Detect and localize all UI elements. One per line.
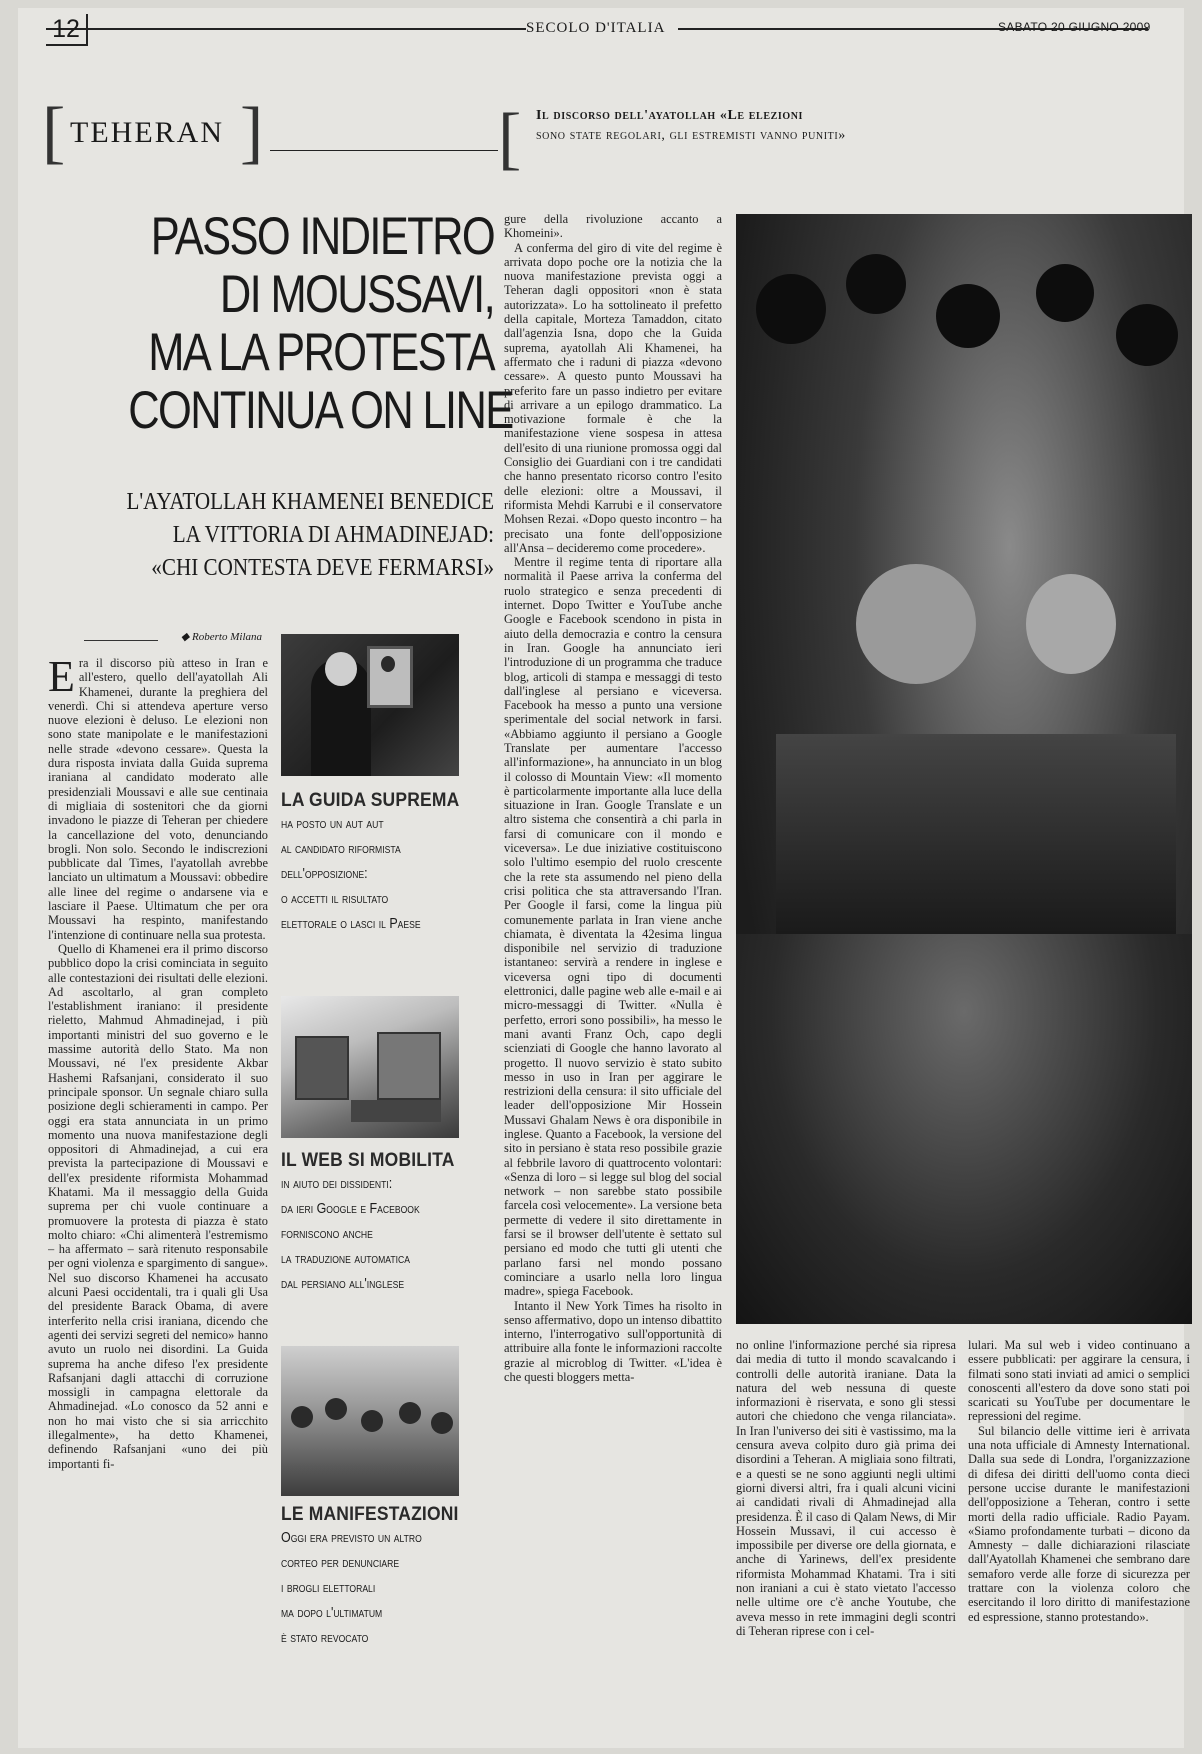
photo-demonstrators	[281, 1346, 459, 1496]
caption-1-line-1: ha posto un aut aut	[281, 816, 384, 832]
photo-moussavi-crowd	[736, 214, 1192, 1324]
headline-line-4: CONTINUA ON LINE	[128, 381, 513, 440]
article-column-3	[736, 1338, 956, 1746]
caption-3-title: LE MANIFESTAZIONI	[281, 1504, 459, 1525]
kicker-line-2: sono state regolari, gli estremisti vanno puniti»	[536, 128, 846, 143]
newspaper-page	[18, 8, 1190, 1748]
column-3-paragraph-1: no online l'informazione perché sia ripresa dai media di tutto il mondo scavalcando i controlli delle autorità iraniane. Data la natura del web nessuna di queste informazioni è riservata, e sono gli stessi autori che chiedono che venga rilanciata». In Iran l'universo dei siti è vastissimo, ma la censura aveva colpito duro già prima dei disordini a Teheran. A migliaia sono filtrati, e a questi se ne sono aggiunti negli ultimi giorni diversi altri, fra i quali alcuni vicini ai candidati rivali di Ahmadinejad alla presidenza. È il caso di Qalam News, di Mir Hossein Mussavi, il cui accesso è impossibile per diverse ore della giornata, e anche di Yarinews, dell'ex presidente riformista Mohammad Khatami. Tra i siti non iraniani a cui è stato vietato l'accesso nelle ultime ore c'è anche Youtube, che aveva messo in rete immagini degli scontri di Teheran riprese con i cel-	[736, 1338, 956, 1638]
photo-khamenei	[281, 634, 459, 776]
caption-2-title: IL WEB SI MOBILITA	[281, 1150, 455, 1171]
caption-3-line-5: è stato revocato	[281, 1630, 369, 1646]
caption-manifestazioni	[281, 1504, 481, 1651]
headline-line-3: MA LA PROTESTA	[148, 323, 494, 382]
column-4-paragraph-2: Sul bilancio delle vittime ieri è arrivata una nota ufficiale di Amnesty International. Dalla sua sede di Londra, l'organizzazione di difesa dei diritti dell'uomo conta dieci persone uccise durante le manifestazioni dell'opposizione a Teheran, contro i sette morti della radio ufficiale. Radio Payam. «Siamo profondamente turbati – dicono da Amnesty – dalle dichiarazioni rilasciate dall'Ayatollah Khamenei che sembrano dare semaforo verde alle forze di sicurezza per trattare con la violenza coloro che esercitando il loro diritto di manifestazione ed espressione, stanno protestando».	[968, 1423, 1190, 1624]
caption-2-line-2: da ieri Google e Facebook	[281, 1201, 420, 1217]
caption-3-line-4: ma dopo l'ultimatum	[281, 1605, 383, 1621]
byline-author: Roberto Milana	[192, 631, 262, 643]
kicker	[536, 106, 846, 146]
caption-1-title: LA GUIDA SUPREMA	[281, 790, 460, 811]
article-column-4	[968, 1338, 1190, 1746]
column-4-paragraph-1: lulari. Ma sul web i video continuano a essere pubblicati: per aggirare la censura, i filmati sono stati inviati ad amici o semplici conoscenti all'estero da dove sono stati poi scaricati su YouTube per documentare le repressioni del regime.	[968, 1338, 1190, 1424]
article-column-1	[48, 656, 268, 1746]
photo-computer-users	[281, 996, 459, 1138]
subheadline	[102, 486, 494, 585]
section-tag: TEHERAN	[70, 116, 224, 149]
dropcap: E	[48, 656, 75, 701]
column-2-paragraph-3: Mentre il regime tenta di riportare alla normalità il Paese arriva la conferma del ruolo strategico e senza precedenti di internet. Dopo Twitter e YouTube anche Google e Facebook scendono in pista in aiuto della democrazia e contro la censura in Iran. Google ha annunciato ieri l'introduzione di un programma che traduce blog, articoli di stampa e messaggi di testo dall'inglese al persiano e viceversa. Facebook ha messo a punto una versione sperimentale del social network in farsi. «Abbiamo aggiunto il persiano a Google Translate per aumentare l'accesso all'informazione», ha annunciato in un blog il colosso di Mountain View: «Il momento è particolarmente importante alla luce della situazione in Iran. Google Translate e un altro sistema che consentirà a chi parla in farsi di comunicare con il mondo e viceversa». Le due iniziative costituiscono solo l'ultimo esempio del ruolo crescente che la rete sta assumendo nel pieno della crisi politica che sta attraversando l'Iran. Per Google il farsi, come la lingua più comunemente parlata in Iran viene anche chiamata, è diventata la 42esima lingua disponibile nel servizio di traduzione istantaneo: servirà a rendere in inglese e viceversa ogni tipo di documenti elettronici, dalle pagine web alle e-mail e ai micro-messaggi di Twitter. «Nulla è perfetto, errori sono possibili», ha messo le mani avanti Franz Och, capo degli scienziati di Google che hanno lavorato al progetto. Il nuovo servizio è stato subito messo in uso in Iran per aggirare le restrizioni della censura: il sito ufficiale del leader dell'opposizione Mir Hossein Mussavi Ghalam News è ora disponibile in inglese. Quanto a Facebook, la versione del sito in persiano è stata reso possibile grazie al febbrile lavoro di quattrocento volontari: «Senza di loro – si legge sul blog del social network – non sarebbe stato possibile farcela così velocemente». La versione beta permette di vedere il sito direttamente in farsi se il browser dell'utente è settato sul persiano ed modo che tutti gli utenti che parlano farsi nel mondo possano cominciare a usarlo nella loro lingua madre», spiega Facebook.	[504, 555, 722, 1299]
section-bracket-close: ]	[240, 94, 264, 171]
caption-1-line-5: elettorale o lasci il Paese	[281, 916, 421, 932]
headline-line-1: PASSO INDIETRO	[150, 207, 494, 266]
column-1-paragraph-1: ra il discorso più atteso in Iran e all'estero, quello dell'ayatollah Ali Khamenei, durante la preghiera del venerdì. Chi si attendeva aperture verso nuove elezioni è deluso. Le elezioni non sono state manipolate e le manifestazioni nelle strade «devono cessare». Questa la dura risposta inviata dalla Guida suprema iraniana al candidato moderato alle presidenziali Moussavi e alle sue centinaia di migliaia di sostenitori che da giorni invadono le piazze di Teheran per chiedere la cancellazione del voto, denunciando brogli. Non solo. Secondo le indiscrezioni pubblicate dal Times, l'ayatollah avrebbe lanciato un ultimatum a Moussavi: obbedire alle linee del regime o andarsene via e lasciare il Paese. Ultimatum che per ora Moussavi ha respinto, manifestando l'intenzione di continuare nella sua protesta.	[48, 656, 268, 942]
caption-2-line-3: forniscono anche	[281, 1226, 373, 1242]
page-number: 12	[46, 14, 88, 46]
caption-2-line-5: dal persiano all'inglese	[281, 1276, 405, 1292]
caption-web-mobilita	[281, 1150, 481, 1297]
kicker-line-1: Il discorso dell'ayatollah «Le elezioni	[536, 108, 804, 123]
caption-3-line-3: i brogli elettorali	[281, 1580, 376, 1596]
headline	[128, 207, 513, 440]
byline: ◆ Roberto Milana	[180, 631, 262, 643]
caption-2-line-1: in aiuto dei dissidenti:	[281, 1176, 393, 1192]
column-1-paragraph-2: Quello di Khamenei era il primo discorso pubblico dopo la crisi cominciata in seguito alle contestazioni dei risultati delle elezioni. Ad ascoltarlo, al gran completo l'establishment iraniano: il presidente rieletto, Mahmud Ahmadinejad, i più importanti ministri del suo governo e le massime autorità dello Stato. Ma non Moussavi, né l'ex presidente Akbar Hashemi Rafsanjani, considerato il suo principale sponsor. Un segnale chiaro sulla posizione degli schieramenti in campo. Per oggi era stata annunciata in un primo momento una nuova manifestazione degli oppositori di Ahmadinejad, a cui era prevista la partecipazione di Moussavi e dell'ex presidente riformista Mohammad Khatami. Ma il messaggio della Guida suprema per chi vuole continuare a promuovere la protesta di piazza è stato molto chiaro: «Chi alimenterà l'estremismo – ha affermato – sarà ritenuto responsabile per ogni violenza e spargimento di sangue». Nel suo discorso Khamenei ha accusato alcuni Paesi occidentali, tra i quali gli Usa del presidente Barack Obama, di avere interferito nella crisi iraniana, dicendo che agenti dei servizi segreti del nemico» hanno avuto un ruolo nei disordini. La Guida suprema ha anche difeso l'ex presidente Rafsanjani dagli attacchi di corruzione mossigli in campagna elettorale da Ahmadinejad. «Lo conosco da 52 anni e non ho mai visto che si sia arricchito illegalmente», ha detto Khamenei, definendo Rafsanjani «uno dei più importanti fi-	[48, 941, 268, 1471]
caption-1-line-3: dell'opposizione:	[281, 866, 368, 882]
issue-date: SABATO 20 GIUGNO 2009	[998, 20, 1151, 34]
subheadline-line-1: L'AYATOLLAH KHAMENEI BENEDICE	[126, 489, 494, 515]
caption-3-line-1: Oggi era previsto un altro	[281, 1530, 422, 1546]
column-2-paragraph-2: A conferma del giro di vite del regime è arrivata dopo poche ore la notizia che la nuova manifestazione prevista oggi a Teheran dagli oppositori «non è stata autorizzata». Lo ha sottolineato il prefetto della capitale, Morteza Tamaddon, citato dall'agenzia Isna, dopo che la Guida suprema, ayatollah Ali Khamenei, ha affermato che i raduni di piazza «devono cessare». A questo punto Moussavi ha preferito fare un passo indietro per evitare di arrivare a un epilogo drammatico. La motivazione formale è che la manifestazione viene sospesa in attesa dell'esito di una riunione promossa oggi dal Consiglio dei Guardiani con i tre candidati che hanno presentato ricorso contro l'esito delle elezioni: oltre a Moussavi, il riformista Mehdi Karrubi e il conservatore Mohsen Rezai. «Dopo questo incontro – ha precisato una fonte dell'opposizione all'Ansa – decideremo come procedere».	[504, 240, 722, 555]
caption-1-line-4: o accetti il risultato	[281, 891, 389, 907]
newspaper-name: SECOLO D'ITALIA	[526, 20, 666, 36]
masthead-rule-left	[46, 28, 526, 30]
caption-3-line-2: corteo per denunciare	[281, 1555, 400, 1571]
section-rule	[270, 150, 498, 151]
caption-guida-suprema	[281, 790, 481, 937]
column-2-paragraph-1: gure della rivoluzione accanto a Khomeini».	[504, 212, 722, 241]
column-2-paragraph-4: Intanto il New York Times ha risolto in senso affermativo, dopo un intenso dibattito interno, l'interrogativo sull'opportunità di attribuire alla fonte le informazioni raccolte grazie al microblog di Twitter. «L'idea è che questi bloggers metta-	[504, 1298, 722, 1385]
headline-line-2: DI MOUSSAVI,	[219, 265, 494, 324]
subheadline-line-3: «CHI CONTESTA DEVE FERMARSI»	[151, 555, 494, 581]
caption-1-line-2: al candidato riformista	[281, 841, 401, 857]
article-column-2	[504, 212, 722, 1746]
subheadline-line-2: LA VITTORIA DI AHMADINEJAD:	[172, 522, 494, 548]
kicker-bracket: [	[498, 100, 522, 177]
section-bracket-open: [	[42, 94, 66, 171]
caption-2-line-4: la traduzione automatica	[281, 1251, 410, 1267]
